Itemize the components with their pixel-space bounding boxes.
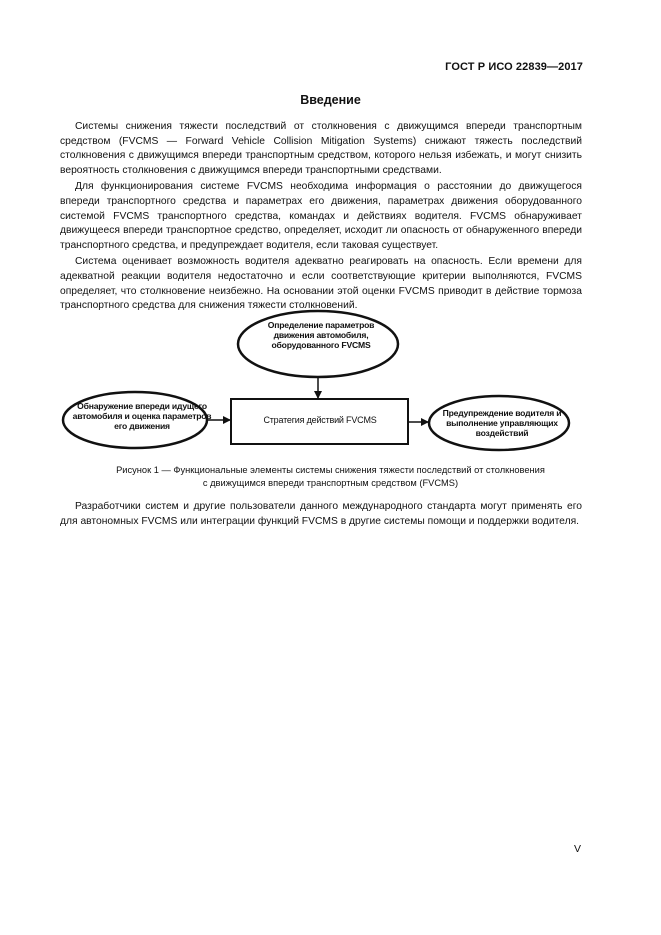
paragraph: Разработчики систем и другие пользователи данного международного стандарта могут применять его для автономных FVCMS или интеграции функций FVCMS в другие системы помощи и поддержки водителя.: [60, 501, 582, 527]
caption-line-1: Рисунок 1 — Функциональные элементы системы снижения тяжести последствий от столкновения: [116, 465, 545, 475]
section-title: Введение: [300, 93, 361, 107]
right-node-label: Предупреждение водителя и выполнение управляющих воздействий: [442, 408, 562, 438]
intro-text-block: [60, 120, 582, 316]
left-node-label: Обнаружение впереди идущего автомобиля и оценка параметров его движения: [72, 401, 212, 431]
paragraph: Системы снижения тяжести последствий от столкновения с движущимся впереди транспортным средством (FVCMS — Forward Vehicle Collision Mitigation Systems) снижают тяжесть последствий столкновения с движущимся впереди транспортным средством, которого нельзя избежать, и могут снизить вероятность столкновения с движущимся впереди транспортными средствами.: [60, 121, 582, 176]
closing-text-block: [60, 500, 582, 531]
figure-caption: [0, 464, 661, 489]
caption-line-2: с движущимся впереди транспортным средством (FVCMS): [202, 477, 459, 488]
paragraph: Система оценивает возможность водителя адекватно реагировать на опасность. Если времени для адекватной реакции водителя недостаточно и если соответствующие критерии выполняются, FVCMS определяет, что столкновение неизбежно. На основании этой оценки FVCMS приводит в действие тормоза транспортного средства для снижения тяжести столкновений.: [60, 256, 582, 312]
functional-diagram: [0, 300, 661, 460]
top-node-label: Определение параметров движения автомобиля, оборудованного FVCMS: [267, 320, 375, 350]
paragraph: Для функционирования системе FVCMS необходима информация о расстоянии до движущегося впереди транспортного средства и параметрах его движения, параметрах движения оборудованного системой FVCMS транспортного средства, командах и действиях водителя. FVCMS обнаруживает движущееся впереди транспортное средство, определяет, исходит ли опасность от обнаруженного впереди транспортного средства, и предупреждает водителя, если таковая существует.: [60, 181, 582, 251]
standard-code: ГОСТ Р ИСО 22839—2017: [445, 61, 583, 73]
page-number: V: [574, 843, 582, 855]
center-node-label: Стратегия действий FVCMS: [263, 415, 377, 425]
